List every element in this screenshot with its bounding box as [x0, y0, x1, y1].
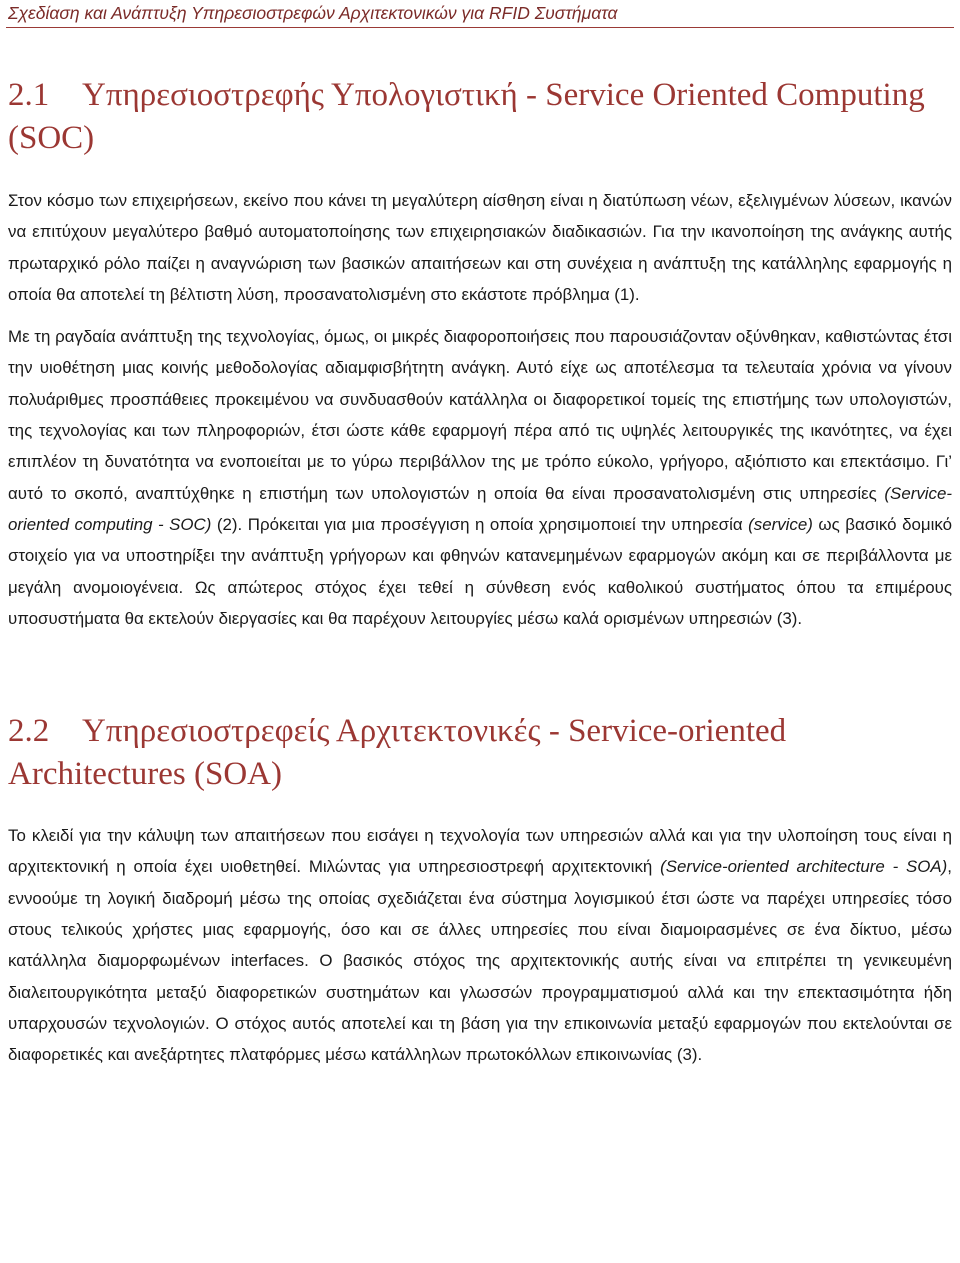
- section-title-text: Υπηρεσιοστρεφής Υπολογιστική - Service Oriented Computing (SOC): [8, 77, 925, 156]
- section-title-text: Υπηρεσιοστρεφείς Αρχιτεκτονικές - Service-oriented Architectures (SOA): [8, 713, 787, 793]
- italic-term: (Service-oriented architecture - SOA): [660, 857, 948, 877]
- section-heading-2-1: [6, 74, 954, 160]
- paragraph-text: Το κλειδί για την κάλυψη των απαιτήσεων που εισάγει η τεχνολογία των υπηρεσιών αλλά και για την υλοποίηση τους είναι η αρχιτεκτονική η οποία έχει υιοθετηθεί. Μιλώντας για υπηρεσιοστρεφή αρχιτεκτονική: [8, 826, 952, 877]
- section-heading-2-2: [6, 710, 954, 796]
- running-header: Σχεδίαση και Ανάπτυξη Υπηρεσιοστρεφών Αρχιτεκτονικών για RFID Συστήματα: [6, 0, 954, 28]
- italic-term: (service): [748, 514, 813, 534]
- paragraph: Στον κόσμο των επιχειρήσεων, εκείνο που κάνει τη μεγαλύτερη αίσθηση είναι η διατύπωση νέων, εξελιγμένων λύσεων, ικανών να επιτύχουν μεγαλύτερο βαθμό αυτοματοποίησης των επιχειρησιακών διαδικασιών. Για την ικανοποίηση της ανάγκης αυτής πρωταρχικό ρόλο παίζει η αναγνώριση των βασικών απαιτήσεων και στη συνέχεια η ανάπτυξη της κατάλληλης εφαρμογής η οποία θα αποτελεί τη βέλτιστη λύση, προσανατολισμένη στο εκάστοτε πρόβλημα (1).: [8, 191, 952, 304]
- section-number: 2.2: [8, 713, 50, 750]
- paragraph-text: , εννοούμε τη λογική διαδρομή μέσω της οποίας σχεδιάζεται ένα σύστημα λογισμικού έτσι ώστε να παρέχει υπηρεσίες τόσο στους τελικούς χρήστες μιας εφαρμογής, όσο και σε άλλες υπηρεσίες που είναι διαμοιρασμένες σε ένα δίκτυο, μέσω κατάλληλα διαμορφωμένων interfaces. Ο βασικός στόχος της αρχιτεκτονικής αυτής είναι να επιτρέπει τη γενικευμένη διαλειτουργικότητα μεταξύ διαφορετικών συστημάτων και γλωσσών προγραμματισμού αλλά και την επεκτασιμότητα ήδη υπαρχουσών τεχνολογιών. Ο στόχος αυτός αποτελεί και τη βάση για την επικοινωνία μεταξύ εφαρμογών που εκτελούνται σε διαφορετικές και ανεξάρτητες πλατφόρμες μέσω κατάλληλων πρωτοκόλλων επικοινωνίας (3).: [8, 857, 952, 1065]
- paragraph: [6, 321, 954, 634]
- paragraph-text: Με τη ραγδαία ανάπτυξη της τεχνολογίας, όμως, οι μικρές διαφοροποιήσεις που παρουσιάζονταν οξύνθηκαν, καθιστώντας έτσι την υιοθέτηση μιας κοινής μεθοδολογίας αδιαμφισβήτητη ανάγκη. Αυτό είχε ως αποτέλεσμα τα τελευταία χρόνια να γίνουν πολυάριθμες προσπάθειες προκειμένου να συνδυασθούν κατάλληλα οι διαφορετικοί τομείς της επιστήμης των υπολογιστών, της τεχνολογίας και των πληροφοριών, έτσι ώστε κάθε εφαρμογή πέρα από τις υψηλές λειτουργικές της ικανότητες, να έχει επιπλέον τη δυνατότητα να ενοποιείται με το γύρω περιβάλλον της με τρόπο εύκολο, γρήγορο, αξιόπιστο και επεκτάσιμο. Γι’ αυτό το σκοπό, αναπτύχθηκε η επιστήμη των υπολογιστών η οποία θα είναι προσανατολισμένη στις υπηρεσίες: [8, 327, 952, 503]
- paragraph: [6, 820, 954, 1070]
- paragraph-text: ως βασικό δομικό στοιχείο για να υποστηρίξει την ανάπτυξη γρήγορων και φθηνών κατανεμημένων εφαρμογών ακόμη και σε περιβάλλοντα με μεγάλη ανομοιογένεια. Ως απώτερος στόχος έχει τεθεί η σύνθεση ενός καθολικού συστήματος όπου τα επιμέρους υποσυστήματα θα εκτελούν διεργασίες και θα παρέχουν λειτουργίες μέσω καλά ορισμένων υπηρεσιών (3).: [8, 514, 952, 628]
- section-number: 2.1: [8, 77, 50, 113]
- italic-term: (Service-oriented computing - SOC): [8, 483, 952, 534]
- paragraph-text: (2). Πρόκειται για μια προσέγγιση η οποία χρησιμοποιεί την υπηρεσία: [211, 514, 749, 534]
